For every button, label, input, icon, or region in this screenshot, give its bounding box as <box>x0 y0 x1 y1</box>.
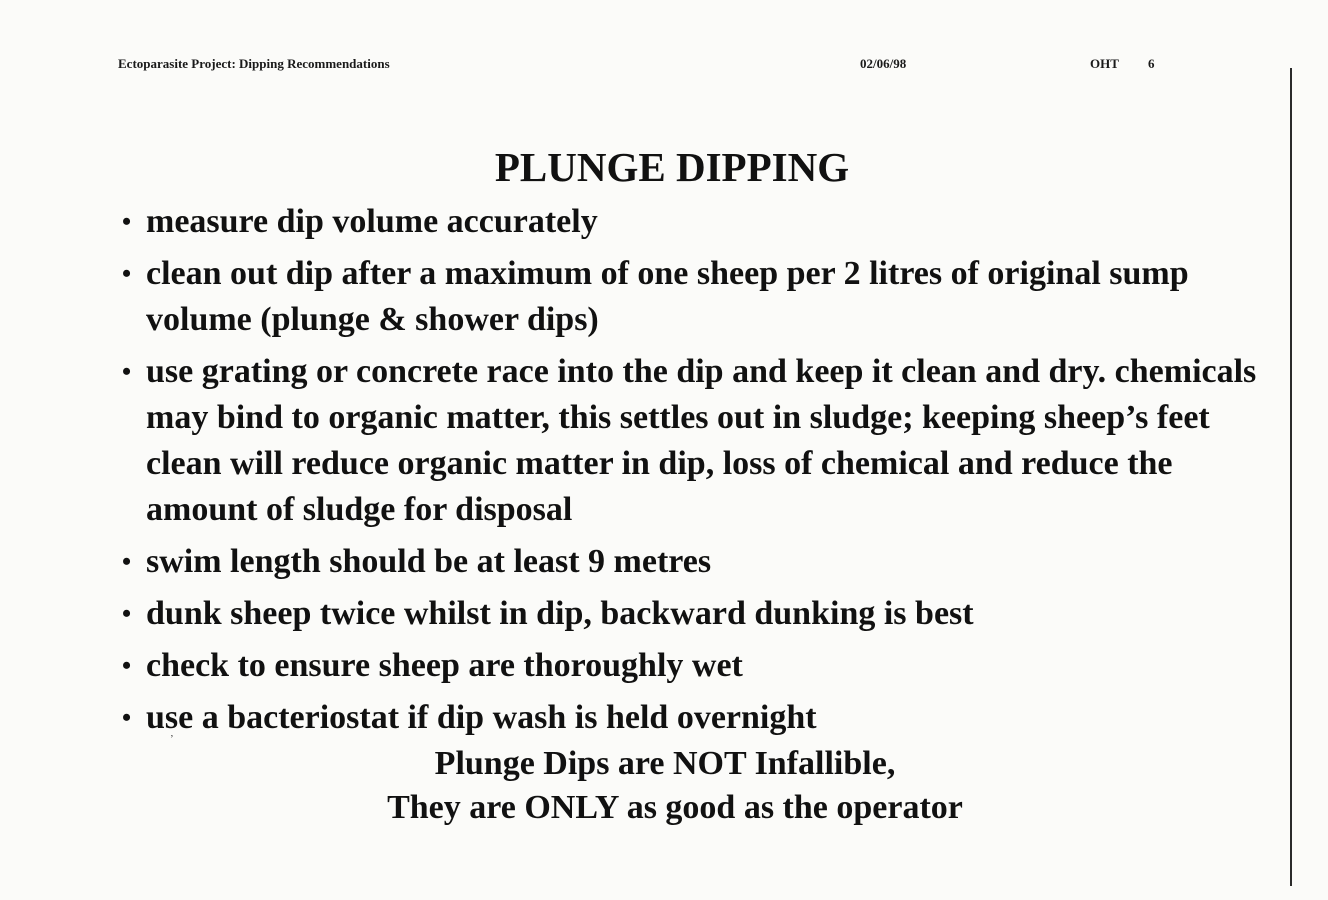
bullet-item <box>120 349 1260 533</box>
oht-label: OHT <box>1090 56 1119 71</box>
bullet-text: check to ensure sheep are thoroughly wet <box>146 647 743 684</box>
page-title: PLUNGE DIPPING <box>494 144 850 190</box>
bullet-icon: • <box>122 259 132 288</box>
project-title: Ectoparasite Project: Dipping Recommendations <box>118 56 390 71</box>
bullet-item <box>120 539 1260 585</box>
bullet-icon: • <box>122 599 132 628</box>
bullet-item <box>120 695 1260 741</box>
bullet-text: clean out dip after a maximum of one sheep per 2 litres of original sump volume (plunge & shower dips) <box>146 255 1189 338</box>
bullet-text: dunk sheep twice whilst in dip, backward dunking is best <box>146 595 974 632</box>
bullet-icon: • <box>122 207 132 236</box>
bullet-item <box>120 199 1260 245</box>
bullet-icon: • <box>122 651 132 680</box>
bullet-list <box>120 199 1260 741</box>
closing-note <box>0 742 1328 830</box>
bullet-text: measure dip volume accurately <box>146 203 598 240</box>
bullet-text: use a bacteriostat if dip wash is held overnight <box>146 699 817 736</box>
bullet-item <box>120 251 1260 343</box>
closing-note-line-2: They are ONLY as good as the operator <box>387 789 963 826</box>
document-date: 02/06/98 <box>860 56 907 71</box>
bullet-icon: • <box>122 703 132 732</box>
bullet-text: swim length should be at least 9 metres <box>146 543 712 580</box>
bullet-item <box>120 591 1260 637</box>
bullet-icon: • <box>122 357 132 386</box>
page-header <box>0 56 1328 76</box>
page-number: 6 <box>1148 56 1155 71</box>
bullet-item <box>120 643 1260 689</box>
scan-mark: ’ <box>170 733 174 745</box>
bullet-icon: • <box>122 547 132 576</box>
closing-note-line-1: Plunge Dips are NOT Infallible, <box>434 745 896 782</box>
bullet-text: use grating or concrete race into the dip and keep it clean and dry. chemicals may bind to organic matter, this settles out in sludge; keeping sheep’s feet clean will reduce organic matter in dip, loss of chemical and reduce the amount of sludge for disposal <box>146 353 1257 528</box>
